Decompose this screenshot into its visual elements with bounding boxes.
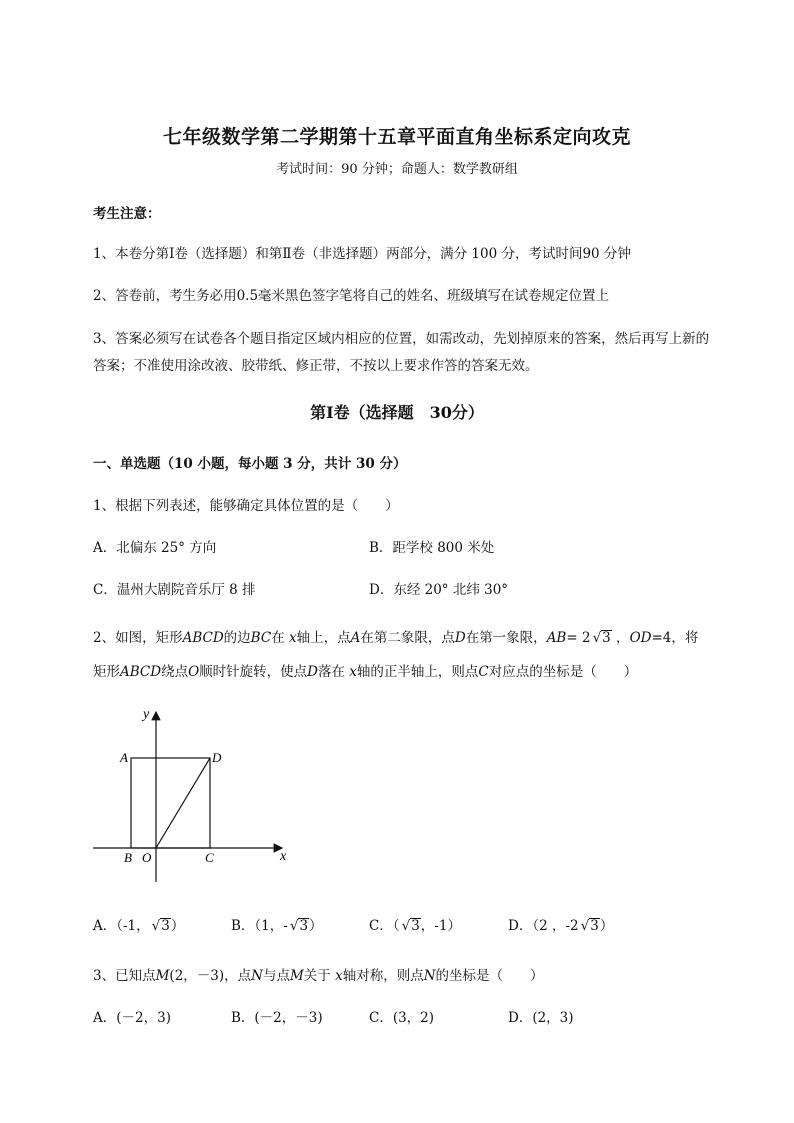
question-3-option-b: B．(－2，－3): [231, 1010, 323, 1026]
question-2-option-c: C．（√ 3，-1）: [369, 914, 461, 934]
label-a: A: [120, 750, 128, 765]
question-3-option-c: C．(3，2): [369, 1010, 435, 1026]
notice-item-2: 2、答卷前，考生务必用0.5毫米黑色签字笔将自己的姓名、班级填写在试卷规定位置上: [93, 288, 610, 304]
question-2-option-a: A．（-1，√ 3）: [93, 914, 184, 934]
part-heading: 一、单选题（10 小题，每小题 3 分，共计 30 分）: [93, 456, 407, 472]
sqrt-3: √ 3: [601, 630, 612, 645]
label-o: O: [142, 850, 152, 865]
y-label: y: [143, 707, 150, 722]
question-2-option-b: B．（1，-√ 3）: [231, 914, 323, 934]
question-2-line-2: 矩形ABCD绕点O顺时针旋转，使点D落在 x轴的正半轴上，则点C对应点的坐标是（ ）: [93, 664, 638, 680]
question-3-option-a: A．(－2，3): [93, 1010, 171, 1026]
question-1-option-a: A．北偏东 25° 方向: [93, 540, 217, 556]
question-1-stem: 1、根据下列表述，能够确定具体位置的是（ ）: [93, 498, 399, 514]
segment-od: [156, 758, 210, 848]
question-1-option-b: B．距学校 800 米处: [369, 540, 495, 556]
question-1-option-c: C．温州大剧院音乐厅 8 排: [93, 582, 256, 598]
rectangle-abcd: [131, 758, 210, 848]
notice-heading: 考生注意：: [93, 206, 161, 222]
notice-item-1: 1、本卷分第Ⅰ卷（选择题）和第Ⅱ卷（非选择题）两部分，满分 100 分，考试时间90 分钟: [93, 246, 631, 262]
question-3-stem: 3、已知点M(2，－3)，点N与点M关于 x轴对称，则点N的坐标是（ ）: [93, 968, 544, 984]
question-2-option-d: D．（2 ，-2√ 3）: [508, 914, 613, 934]
section-title: 第Ⅰ卷（选择题 30分）: [310, 403, 484, 422]
x-label: x: [280, 849, 287, 864]
question-1-option-d: D．东经 20° 北纬 30°: [369, 582, 509, 598]
question-2-figure: [88, 700, 298, 890]
question-3-option-d: D．(2，3): [508, 1010, 574, 1026]
page-title: 七年级数学第二学期第十五章平面直角坐标系定向攻克: [162, 126, 631, 148]
label-b: B: [124, 850, 132, 865]
label-c: C: [205, 850, 214, 865]
question-2-line-1: 2、如图，矩形ABCD的边BC在 x轴上，点A在第二象限，点D在第一象限，AB= 2√ 3 ，OD=4，将: [93, 626, 698, 646]
label-d: D: [212, 750, 222, 765]
exam-info: 考试时间：90 分钟；命题人：数学教研组: [276, 162, 518, 177]
notice-item-3: 3、答案必须写在试卷各个题目指定区域内相应的位置，如需改动，先划掉原来的答案，然后再写上新的答案；不准使用涂改液、胶带纸、修正带，不按以上要求作答的答案无效。: [93, 331, 710, 374]
